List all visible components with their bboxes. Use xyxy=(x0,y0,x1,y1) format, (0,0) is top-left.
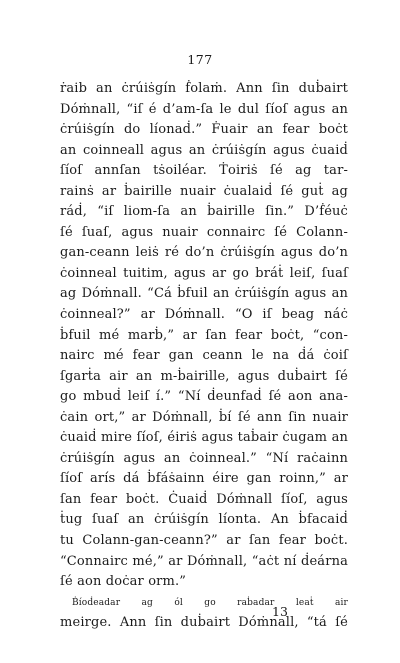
text-line: ṫug ſuaſ an ċrúiṡgín líonta. An ḃfacaiḋ xyxy=(60,512,348,528)
signature-mark: 13 xyxy=(272,604,288,619)
text-line: ag Dóṁnall. “Cá ḃfuil an ċrúiṡgín agus an xyxy=(60,286,348,302)
text-line: rainṡ ar ḃairille nuair ċualaiḋ ſé guṫ ag xyxy=(60,183,348,199)
text-line: ſíoſ arís dá ḃfáṡainn éire gan roinn,” ar xyxy=(60,471,348,487)
text-line: meirge. Ann ſin duḃairt Dóṁnall, “tá ſé xyxy=(60,615,348,631)
text-line: ḃfuil mé marḃ,” ar ſan fear boċt, “con- xyxy=(60,327,348,343)
text-line: ſan fear boċt. Ċuaiḋ Dóṁnall ſíoſ, agus xyxy=(60,491,348,507)
text-line: ċain ort,” ar Dóṁnall, ḃí ſé ann ſin nuair xyxy=(60,409,348,425)
text-line: ſíoſ annſan tṡoiléar. Ṫoiriṡ ſé ag tar- xyxy=(60,163,348,179)
text-line: tu Colann-gan-ceann?” ar ſan fear boċt. xyxy=(60,533,348,549)
text-line: ſé ſuaſ, agus nuair connairc ſé Colann- xyxy=(60,224,348,240)
text-line: ċuaiḋ mire ſíoſ, éiriṡ agus taḃair ċugam an xyxy=(60,430,348,446)
text-line: ṙaib an ċrúiṡgín ḟolaṁ. Ann ſin duḃairt xyxy=(60,81,348,96)
text-line: ſgarṫa air an m-ḃairille, agus duḃairt ſé xyxy=(60,368,348,384)
text-line: ċrúiṡgín do líonaḋ.” Ḟuair an fear boċt xyxy=(60,122,348,138)
body-text xyxy=(60,79,348,634)
text-line: “Connairc mé,” ar Dóṁnall, “aċt ní ḋeárna xyxy=(60,553,348,569)
text-line: ſé aon doċar orm.” xyxy=(60,574,187,590)
text-line: ċoinneal?” ar Dóṁnall. “O iſ beag náċ xyxy=(60,307,348,323)
page-number: 177 xyxy=(187,52,213,67)
text-line: an coinneall agus an ċrúiṡgín agus ċuaiḋ xyxy=(60,142,348,158)
text-line: nairc mé fear gan ceann le na ḋá ċoiſ xyxy=(60,348,348,364)
text-line: ċrúiṡgín agus an ċoinneal.” “Ní raċainn xyxy=(60,450,348,466)
text-line: go mbuḋ leiſ í.” “Ní ḋeunfaḋ ſé aon ana- xyxy=(60,389,348,405)
text-line: Ḃíoḋeadar ag ól go raḃadar leaṫ air xyxy=(72,597,348,608)
text-line: gan-ceann leiṡ ré do’n ċrúiṡgín agus do’n xyxy=(60,245,348,261)
text-line: ċoinneal tuitim, agus ar go bráṫ leiſ, ſuaſ xyxy=(60,265,348,281)
text-line: Dóṁnall, “iſ é d’am-ſa le dul ſíoſ agus an xyxy=(60,101,348,117)
text-line: ráḋ, “iſ liom-ſa an ḃairille ſin.” D’ḟéuċ xyxy=(60,204,348,220)
